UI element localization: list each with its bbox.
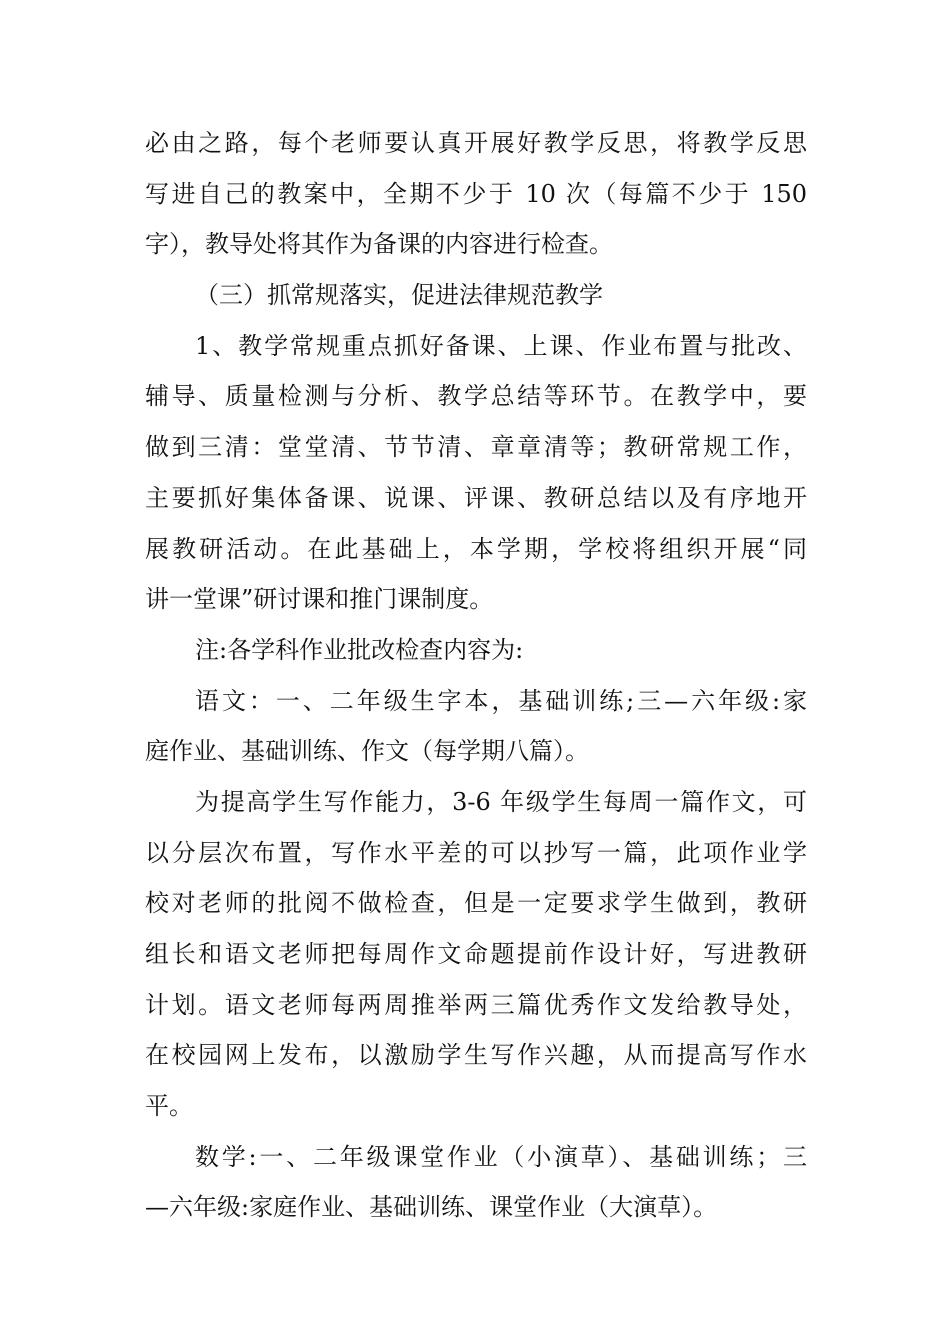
text-line: 辅导、质量检测与分析、教学总结等环节。在教学中，要: [145, 382, 807, 411]
paragraph-teaching-routine: [145, 321, 807, 625]
text-line: 讲一堂课”研讨课和推门课制度。: [145, 585, 494, 614]
text-line: 展教研活动。在此基础上，本学期，学校将组织开展“同: [145, 534, 807, 563]
text-line: 计划。语文老师每两周推举两三篇优秀作文发给教导处，: [145, 990, 807, 1019]
paragraph-writing: [145, 777, 807, 1132]
text-line: 组长和语文老师把每周作文命题提前作设计好，写进教研: [145, 940, 807, 968]
text-line: 庭作业、基础训练、作文（每学期八篇）。: [145, 737, 589, 766]
text-line: 做到三清：堂堂清、节节清、章章清等；教研常规工作，: [145, 433, 807, 462]
text-line: —六年级:家庭作业、基础训练、课堂作业（大演草）。: [145, 1193, 718, 1222]
text-line: 写进自己的教案中，全期不少于 10 次（每篇不少于 150: [145, 179, 807, 208]
text-line: 主要抓好集体备课、说课、评课、教研总结以及有序地开: [145, 483, 807, 512]
text-line: 为提高学生写作能力，3-6 年级学生每周一篇作文，可: [195, 787, 807, 816]
text-line: 数学:一、二年级课堂作业（小演草）、基础训练；三: [195, 1142, 807, 1171]
paragraph-chinese: [145, 676, 807, 777]
paragraph-note: [145, 625, 807, 676]
text-line: 必由之路，每个老师要认真开展好教学反思，将教学反思: [145, 129, 807, 157]
text-line: 注:各学科作业批改检查内容为:: [195, 635, 524, 664]
text-line: 校对老师的批阅不做检查，但是一定要求学生做到，教研: [145, 889, 807, 918]
text-line: 在校园网上发布，以激励学生写作兴趣，从而提高写作水: [145, 1041, 807, 1070]
text-line: 平。: [145, 1092, 193, 1121]
text-line: 语文：一、二年级生字本，基础训练;三—六年级:家: [195, 686, 807, 715]
text-line: 以分层次布置，写作水平差的可以抄写一篇，此项作业学: [145, 838, 807, 867]
paragraph-math: [145, 1132, 807, 1233]
section-heading: [145, 270, 807, 321]
text-line: 字），教导处将其作为备课的内容进行检查。: [145, 230, 613, 259]
heading-text: （三）抓常规落实，促进法律规范教学: [195, 281, 603, 310]
text-line: 1、教学常规重点抓好备课、上课、作业布置与批改、: [195, 331, 807, 360]
document-page: [145, 118, 807, 1233]
paragraph-reflection: [145, 118, 807, 270]
